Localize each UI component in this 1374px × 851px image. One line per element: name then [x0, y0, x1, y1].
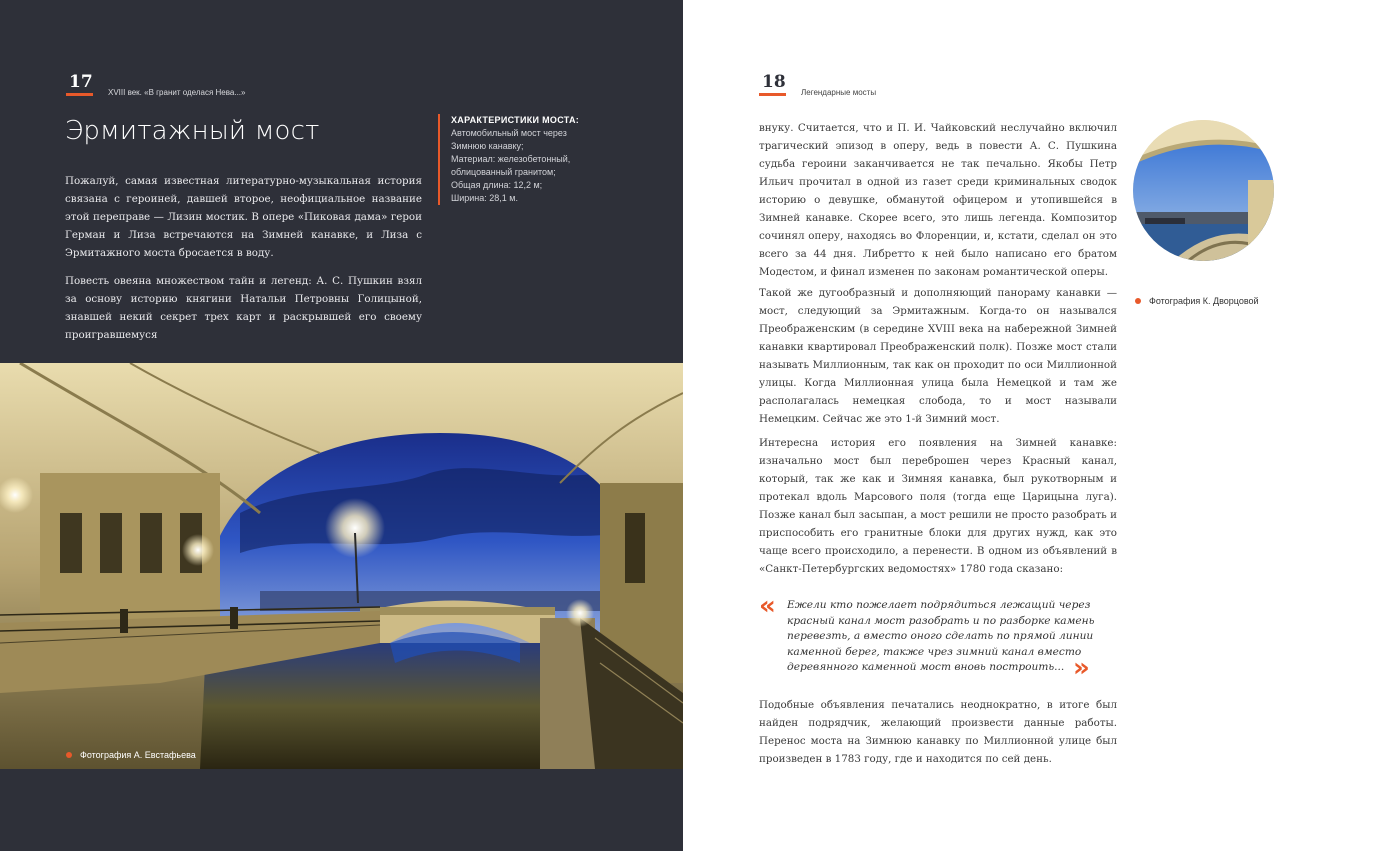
page-number-underline-left — [66, 93, 93, 96]
specs-heading: ХАРАКТЕРИСТИКИ МОСТА: — [451, 115, 580, 125]
quote-close-mark: » — [1073, 653, 1090, 683]
spec-line: Ширина: 28,1 м. — [451, 193, 518, 203]
right-page — [683, 0, 1374, 851]
page-number-left: 17 — [69, 72, 93, 92]
spec-line: Материал: железобетонный, — [451, 154, 571, 164]
body-paragraph: Повесть овеяна множеством тайн и легенд: А. С. Пушкин взял за основу историю княгини Натальи Петровны Голицыной, знавшей некий секрет трех карт и раскрывшей его своему проигравшемуся — [65, 275, 422, 341]
left-page — [0, 0, 683, 851]
caption-text: Фотография К. Дворцовой — [1149, 296, 1259, 306]
spec-line: облицованный гранитом; — [451, 167, 556, 177]
running-head-right: Легендарные мосты — [801, 88, 877, 97]
bridge-specs-box — [438, 114, 601, 205]
caption-text: Фотография А. Евстафьева — [80, 750, 196, 760]
quote-open-mark: « — [759, 591, 776, 621]
body-paragraph: Пожалуй, самая известная литературно-музыкальная история связана с героиней, давшей второе, неофициальное название этой переправе — Лизин мостик. В опере «Пиковая дама» герои Герман и Лиза встречаются на Зимней канавке, и Лиза с Эрмитажного моста бросается в воду. — [65, 175, 422, 259]
body-paragraph: Подобные объявления печатались неоднократно, в итоге был найден подрядчик, желающий произвести данные работы. Перенос моста на Зимнюю канавку по Миллионной улице был произведен в 1783 году, где и находится по сей день. — [759, 699, 1117, 765]
page-number-right: 18 — [762, 72, 786, 92]
running-head-left: XVIII век. «В гранит оделася Нева...» — [108, 88, 246, 97]
body-paragraph: Такой же дугообразный и дополняющий панораму канавки — мост, следующий за Эрмитажным. Когда-то он назывался Преображенским (в середине XVIII века на набережной Зимней канавки квартировал Преображенский полк). Позже мост стали называть Миллионным, так как он проходит по оси Миллионной улицы. Когда Миллионная улица была Немецкой и там же располагалась немецкая слобода, то и мост называли Немецким. Сейчас же это 1-й Зимний мост. — [759, 287, 1117, 425]
body-paragraph: внуку. Считается, что и П. И. Чайковский неслучайно включил трагический эпизод в оперу, ведь в повести А. С. Пушкина судьба героини заканчивается не так печально. Якобы Петр Ильич прочитал в одной из газет среди криминальных сводок историю о девушке, обманутой офицером и утопившейся в Зимней канавке. Скорее всего, это лишь легенда. Композитор сочинял оперу, находясь во Флоренции, и, кстати, сделал он это всего за 44 дня. Либретто к ней было написано его братом Модестом, и финал изменен по законам романтической оперы. — [759, 122, 1117, 278]
spec-line: Автомобильный мост через — [451, 128, 567, 138]
body-paragraph: Интересна история его появления на Зимней канавке: изначально мост был переброшен через Красный канал, который, так же как и Зимняя канавка, был рукотворным и протекал вдоль Марсового поля (тогда еще Царицына луга). Позже канал был засыпан, а мост решили не просто разобрать и приспособить его гранитные блоки для других нужд, как это чаще всего происходило, а перенести. В одном из объявлений в «Санкт-Петербургских ведомостях» 1780 года сказано: — [759, 437, 1117, 575]
bridge-circle-photo — [1133, 120, 1274, 261]
page-number-underline-right — [759, 93, 786, 96]
bridge-arch-photo — [0, 363, 683, 769]
spec-line: Зимнюю канавку; — [451, 141, 524, 151]
caption-dot-icon — [1135, 298, 1141, 304]
article-title: Эрмитажный мост — [65, 116, 320, 146]
spec-line: Общая длина: 12,2 м; — [451, 180, 543, 190]
quote-text: Ежели кто пожелает подрядиться лежащий через красный канал мост разобрать и по разборке камень перевезть, а вместо оного сделать по прямой линии каменной берег, также чрез зимний канал вместо деревянного каменной мост вновь построить... — [787, 599, 1095, 674]
caption-dot-icon — [66, 752, 72, 758]
historical-quote — [759, 591, 1119, 684]
photo-caption-right — [1135, 296, 1259, 306]
photo-caption-left — [66, 750, 196, 760]
